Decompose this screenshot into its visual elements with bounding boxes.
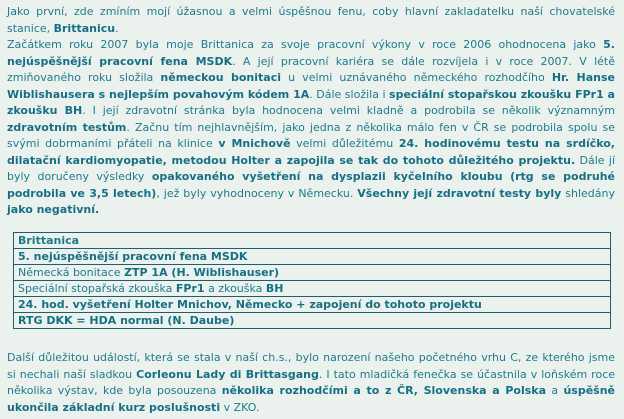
text-segment: Brittanica [18, 234, 80, 247]
text-segment: shledány [561, 186, 615, 200]
text-segment: Začátkem roku 2007 byla moje Brittanica za svoje pracovní výkony v roce 2006 ohodnocena jako [7, 38, 604, 51]
text-segment: . I tato mladičká fenečka se účastnila v loňském roce několika výstav, kde byla posouzena [7, 367, 616, 397]
bold-text-segment: RTG DKK = HDA normal (N. Daube) [18, 314, 235, 327]
bold-text-segment: v Mnichově [218, 137, 291, 150]
table-row [14, 313, 611, 329]
table-cell [14, 233, 611, 249]
text-segment: a [546, 384, 564, 397]
text-segment: , jež byly vyhodnoceny v Německu. [156, 186, 358, 200]
text-segment: . A její pracovní kariéra se dále rozvíjela i v roce 2007. V létě zmiňovaného roku složila [7, 54, 615, 84]
text-segment: u velmi uznávaného německého rozhodčího [281, 71, 552, 84]
bold-text-segment: úspěšně ukončila základní kurz poslušnosti [7, 384, 615, 414]
achievements-table [13, 232, 611, 329]
intro-story-paragraph [7, 4, 615, 219]
text-segment: Jako první, zde zmíním mojí úžasnou a velmi úspěšnou fenu, coby hlavní zakladatelku naší chovatelské stanice, [7, 5, 615, 35]
text-segment: a zkouška [204, 282, 266, 295]
bold-text-segment: Corleonu Lady di Brittasgang [136, 367, 319, 381]
bold-text-segment: (rtg se podruhé podrobila ve 3,5 letech) [7, 170, 615, 200]
text-segment: velmi důležitému [290, 137, 399, 150]
text-segment: . [115, 21, 119, 35]
bold-text-segment: 24. hodinovému testu na srdíčko, dilatační kardiomyopatie, metodou Holter a zapojila se tak do tohoto důležitého projektu. [7, 137, 615, 167]
table-cell [14, 265, 611, 281]
text-segment: v ZKO. [220, 400, 260, 414]
outro-text [7, 351, 615, 414]
bold-text-segment: Brittanicu [53, 21, 116, 35]
table-row [14, 265, 611, 281]
bold-text-segment: speciální stopařskou zkoušku FPr1 a zkoušku BH [7, 87, 615, 117]
table-cell [14, 281, 611, 297]
bold-text-segment: jako negativní. [7, 203, 100, 216]
bold-text-segment: ZTP 1A (H. Wiblishauser) [124, 266, 280, 279]
text-segment: . I její zdravotní stránka byla hodnocena velmi kladně a podrobila se několik významným [82, 104, 615, 117]
table-cell [14, 297, 611, 313]
table-row [14, 281, 611, 297]
outro-paragraph [7, 350, 615, 416]
intro-text [7, 5, 615, 35]
bold-text-segment: 5. nejúspěšnější pracovní fena MSDK [18, 250, 248, 263]
bold-text-segment: 24. hod. vyšetření Holter Mnichov, Německo + zapojení do tohoto projektu [18, 298, 482, 311]
text-segment: Německá bonitace [18, 266, 125, 279]
text-segment: Další důležitou událostí, která se stala v naší ch.s., bylo narození našeho početného vrhu C, ze kterého jsme si nechali naší sladkou [7, 351, 615, 381]
bold-text-segment: opakovaného vyšetření na dysplazii kyčelního kloubu [151, 170, 503, 183]
story-text [7, 38, 615, 216]
table-row [14, 233, 611, 249]
bold-text-segment: zdravotním testům [7, 120, 127, 134]
table-row [14, 297, 611, 313]
bold-text-segment: Všechny její zdravotní testy byly [357, 186, 562, 200]
text-segment [503, 170, 510, 183]
text-segment: . Začnu tím nejhlavnějším, jako jedna z několika málo fen v ČR se podrobila spolu se svými dobrmaními přáteli na klinice [7, 120, 615, 150]
bold-text-segment: BH [265, 282, 284, 295]
bold-text-segment: Hr. Hanse Wiblishausera s nejlepším povahovým kódem 1A [7, 71, 615, 101]
table-row [14, 249, 611, 265]
table-cell [14, 249, 611, 265]
text-segment: . Dále složila i [309, 87, 390, 101]
bold-text-segment: německou bonitaci [160, 71, 281, 84]
text-segment: Speciální stopařská zkouška [18, 282, 176, 295]
text-segment: Dále jí byly doručeny výsledky [7, 153, 616, 183]
bold-text-segment: několika rozhodčími a to z ČR, Slovenska a Polska [221, 384, 547, 397]
bold-text-segment: 5. nejúspěšnější pracovní fena MSDK [7, 38, 615, 68]
table-cell [14, 313, 611, 329]
bold-text-segment: FPr1 [175, 282, 205, 295]
